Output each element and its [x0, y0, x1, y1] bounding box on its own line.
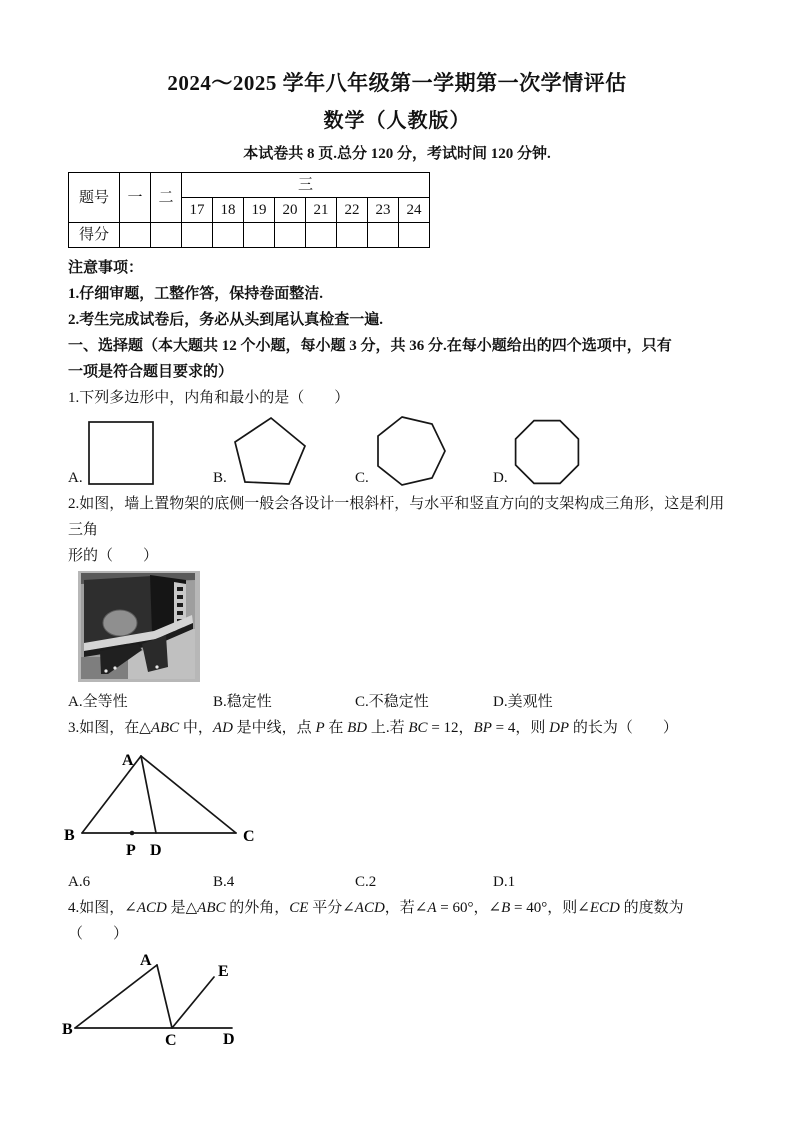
page-content: [62, 70, 726, 1051]
angle-symbol: ∠: [342, 900, 355, 916]
q3-text-part: 上.若: [367, 720, 409, 736]
q4-point-e-label: E: [218, 963, 229, 980]
q4-text-part: 的度数为: [619, 900, 684, 916]
score-cell: [182, 223, 213, 248]
score-table-q23: 23: [368, 198, 399, 223]
q1-option-d: [493, 417, 726, 487]
score-cell: [120, 223, 151, 248]
score-cell: [306, 223, 337, 248]
score-table-q24: 24: [399, 198, 430, 223]
score-table-q18: 18: [213, 198, 244, 223]
q3-text-part: = 4，则: [491, 720, 550, 736]
angle-symbol: ∠: [414, 900, 428, 916]
octagon-shape-icon: [512, 417, 582, 487]
exam-info: 本试卷共 8 页.总分 120 分，考试时间 120 分钟.: [243, 146, 551, 162]
q3-math: DP: [549, 720, 570, 736]
pentagon-shape-icon: [231, 416, 309, 487]
section1-heading-line1: 一、选择题（本大题共 12 个小题，每小题 3 分，共 36 分.在每小题给出的四个选项中，只有: [68, 338, 672, 354]
q4-text-part: 是: [166, 900, 186, 916]
page-title: 2024～2025 学年八年级第一学期第一次学情评估: [167, 71, 627, 95]
score-table-col-three: 三: [182, 173, 430, 198]
q3-point-d-label: D: [150, 842, 162, 859]
score-cell: [368, 223, 399, 248]
shelf-bracket-photo-image: [78, 571, 200, 682]
q2-option-c: C.不稳定性: [355, 694, 429, 710]
question-4-text: [68, 895, 726, 921]
q4-text-part: = 40°，则: [510, 900, 578, 916]
q3-math: BC: [408, 720, 428, 736]
q2-option-a: A.全等性: [68, 694, 128, 710]
question-3-triangle-diagram: [62, 743, 297, 861]
q3-text-part: = 12，: [427, 720, 474, 736]
q3-math: P: [315, 720, 325, 736]
q4-math: A: [427, 900, 437, 916]
angle-symbol: ∠: [124, 900, 137, 916]
score-label: 得分: [69, 223, 120, 248]
q3-option-c: C.2: [355, 874, 377, 890]
q1-option-a-label: A.: [68, 470, 83, 486]
q4-text-part: 的外角，: [225, 900, 290, 916]
score-table-col-one: 一: [120, 173, 151, 223]
q1-option-a: [68, 419, 213, 487]
q1-option-d-label: D.: [493, 470, 508, 486]
q3-text-part: 的长为（ ）: [569, 720, 678, 736]
q3-text-part: 是中线，点: [232, 720, 316, 736]
q4-text-part: 平分: [308, 900, 343, 916]
score-cell: [399, 223, 430, 248]
q4-vertex-c-label: C: [165, 1032, 177, 1049]
score-table-q21: 21: [306, 198, 337, 223]
q4-math: B: [501, 900, 511, 916]
score-table-header-row: [69, 173, 430, 198]
q4-math: CE: [289, 900, 309, 916]
score-cell: [151, 223, 182, 248]
score-cell: [337, 223, 368, 248]
angle-symbol: ∠: [577, 900, 590, 916]
q3-math: BP: [473, 720, 492, 736]
score-table-label: 题号: [69, 173, 120, 223]
notice-item-1: 1.仔细审题，工整作答，保持卷面整洁.: [68, 286, 324, 302]
q3-option-b: B.4: [213, 874, 235, 890]
q1-option-b-label: B.: [213, 470, 227, 486]
question-2-text-line1: 2.如图，墙上置物架的底侧一般会各设计一根斜杆，与水平和竖直方向的支架构成三角形，这是利用三角: [68, 496, 725, 538]
notice-item-2: 2.考生完成试卷后，务必从头到尾认真检查一遍.: [68, 312, 384, 328]
question-1-options: [68, 413, 726, 487]
score-table-score-row: [69, 223, 430, 248]
q3-vertex-b-label: B: [64, 827, 75, 844]
notices-heading: 注意事项：: [68, 260, 144, 276]
angle-symbol: ∠: [488, 900, 502, 916]
heptagon-shape-icon: [373, 414, 449, 487]
q4-vertex-a-label: A: [140, 952, 152, 969]
question-3-options: [68, 869, 726, 895]
q4-point-d-label: D: [223, 1031, 235, 1048]
q1-option-c-label: C.: [355, 470, 369, 486]
score-table-q22: 22: [337, 198, 368, 223]
triangle-symbol: △: [185, 900, 198, 916]
score-cell: [213, 223, 244, 248]
question-2-options: [68, 689, 726, 715]
section1-heading-line2: 一项是符合题目要求的）: [68, 364, 234, 380]
score-cell: [275, 223, 306, 248]
q3-text-part: 中，: [179, 720, 213, 736]
q3-math: BD: [347, 720, 368, 736]
q3-text-part: 3.如图，在: [68, 720, 140, 736]
q4-math: ABC: [197, 900, 226, 916]
q4-math: ACD: [136, 900, 167, 916]
q4-text-part: = 60°，: [436, 900, 489, 916]
q4-text-part: ，若: [384, 900, 415, 916]
q3-text-part: 在: [324, 720, 348, 736]
q4-math: ECD: [589, 900, 620, 916]
q3-option-d: D.1: [493, 874, 516, 890]
q3-vertex-c-label: C: [243, 828, 255, 845]
q3-math: ABC: [150, 720, 180, 736]
square-shape-icon: [87, 419, 157, 487]
q4-text-part: 4.如图，: [68, 900, 125, 916]
score-table-q17: 17: [182, 198, 213, 223]
q3-option-a: A.6: [68, 874, 91, 890]
shelf-bracket-photo: [78, 571, 200, 682]
q1-option-b: [213, 416, 355, 487]
question-4-exterior-angle-diagram: [62, 951, 312, 1051]
q1-option-c: [355, 414, 493, 487]
score-table-q19: 19: [244, 198, 275, 223]
q3-point-p-label: P: [126, 842, 136, 859]
question-4-paren-line: （ ）: [68, 926, 129, 942]
triangle-symbol: △: [139, 720, 151, 736]
score-cell: [244, 223, 275, 248]
q4-math: ACD: [354, 900, 385, 916]
q4-vertex-b-label: B: [62, 1021, 73, 1038]
subject-title: 数学（人教版）: [323, 110, 471, 132]
score-table: [68, 172, 430, 248]
q2-option-d: D.美观性: [493, 694, 553, 710]
q3-math: AD: [212, 720, 233, 736]
score-table-col-two: 二: [151, 173, 182, 223]
question-3-text: [68, 715, 726, 741]
score-table-q20: 20: [275, 198, 306, 223]
question-2-text-line2: 形的（ ）: [68, 548, 159, 564]
question-1-text: 1.下列多边形中，内角和最小的是（ ）: [68, 390, 350, 406]
q3-vertex-a-label: A: [122, 752, 134, 769]
q2-option-b: B.稳定性: [213, 694, 272, 710]
